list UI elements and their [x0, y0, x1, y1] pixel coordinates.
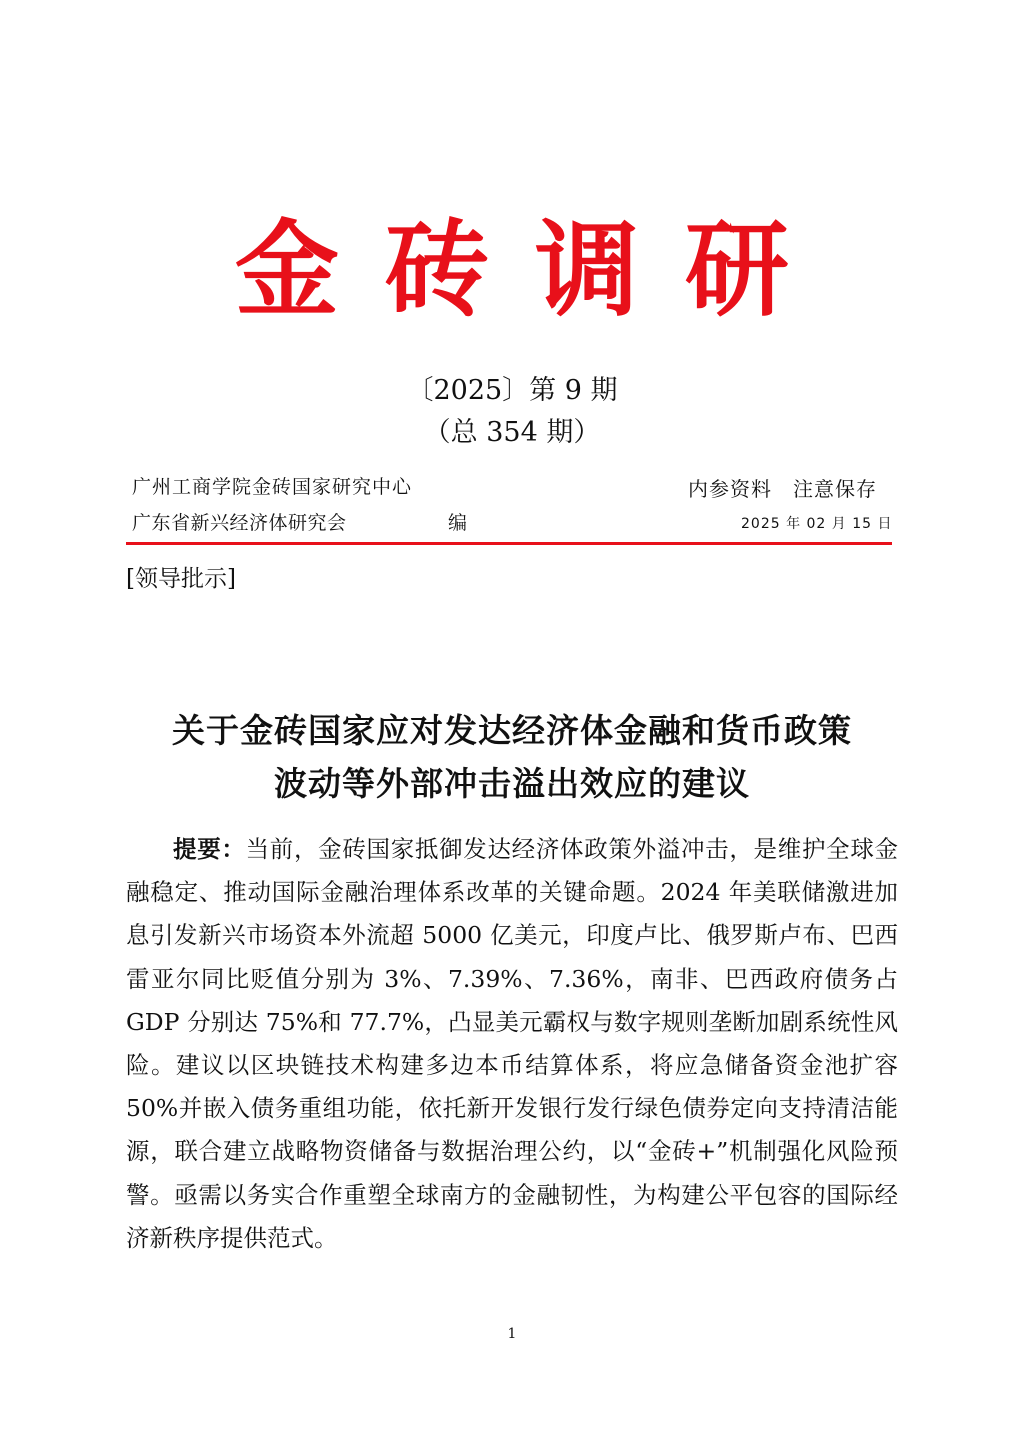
- section-tag: [领导批示]: [126, 566, 236, 592]
- publisher-org-2: 广东省新兴经济体研究会: [132, 512, 347, 534]
- confidential-notice: 内参资料 注意保存: [688, 477, 877, 501]
- issue-total: （总 354 期）: [423, 417, 601, 448]
- publish-date: 2025 年 02 月 15 日: [741, 516, 893, 532]
- abstract-label: 提要：: [173, 835, 246, 863]
- article-title: [126, 704, 898, 810]
- publisher-org-1: 广州工商学院金砖国家研究中心: [132, 476, 413, 498]
- article-title-line-1: 关于金砖国家应对发达经济体金融和货币政策: [172, 711, 852, 750]
- article-title-line-2: 波动等外部冲击溢出效应的建议: [274, 764, 750, 803]
- edit-label: 编: [448, 512, 468, 534]
- abstract-paragraph: [126, 828, 898, 1260]
- abstract-text: 当前，金砖国家抵御发达经济体政策外溢冲击，是维护全球金融稳定、推动国际金融治理体系改革的关键命题。2024 年美联储激进加息引发新兴市场资本外流超 5000 亿美元，印度卢比、俄罗斯卢布、巴西雷亚尔同比贬值分别为 3%、7.39%、7.36%，南非、巴西政府债务占 GDP 分别达 75%和 77.7%，凸显美元霸权与数字规则垄断加剧系统性风险。建议以区块链技术构建多边本币结算体系，将应急储备资金池扩容 50%并嵌入债务重组功能，依托新开发银行发行绿色债券定向支持清洁能源，联合建立战略物资储备与数据治理公约，以“金砖+”机制强化风险预警。亟需以务实合作重塑全球南方的金融韧性，为构建公平包容的国际经济新秩序提供范式。: [126, 835, 899, 1252]
- page-number: 1: [507, 1326, 517, 1342]
- issue-number: 〔2025〕第 9 期: [406, 375, 618, 406]
- red-divider: [126, 542, 892, 545]
- masthead-title: 金砖调研: [234, 209, 835, 331]
